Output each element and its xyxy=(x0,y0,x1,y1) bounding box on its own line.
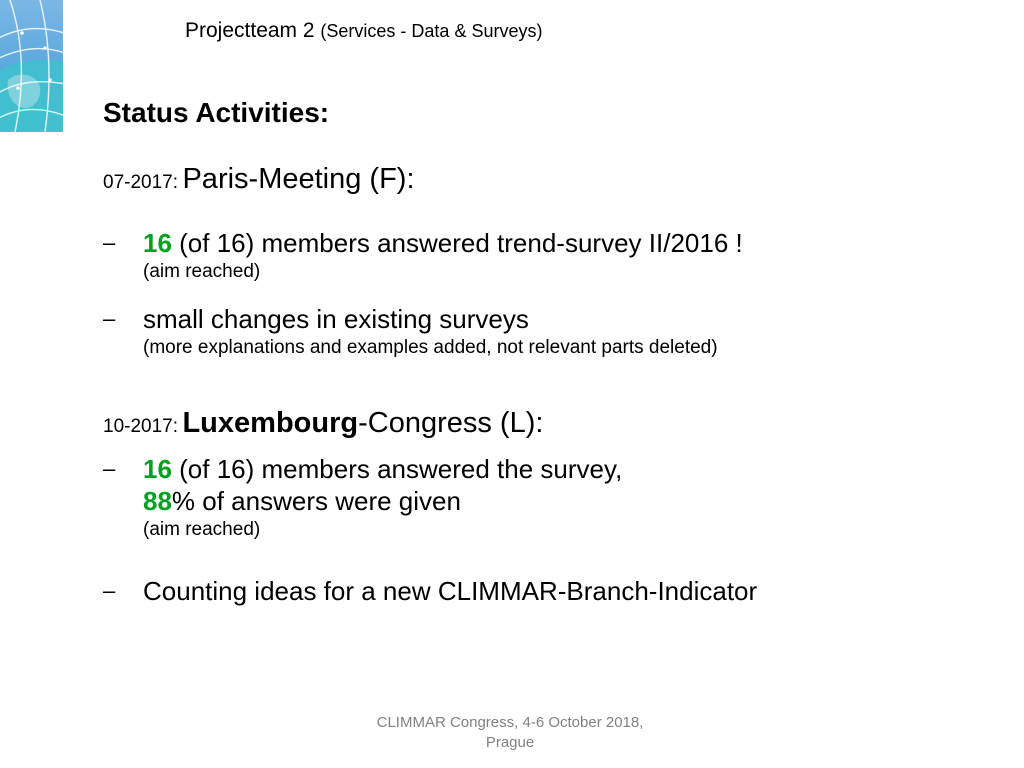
section-date: 10-2017: xyxy=(103,416,179,437)
bullet-text: small changes in existing surveys xyxy=(143,304,529,334)
footer-line-2: Prague xyxy=(485,734,535,751)
bullet-text-rest: (of 16) members answered trend-survey II/2016 ! xyxy=(171,228,743,258)
slide-footer xyxy=(360,713,660,753)
bullet-text-rest: % of answers were given xyxy=(171,486,461,516)
highlight-number: 16 xyxy=(143,228,172,258)
header-title: Projectteam 2 xyxy=(185,19,315,42)
dash-icon: – xyxy=(103,578,116,603)
bullet-text: Counting ideas for a new CLIMMAR-Branch-Indicator xyxy=(143,576,758,606)
footer-line-1: CLIMMAR Congress, 4-6 October 2018, xyxy=(376,714,644,731)
bullet-text xyxy=(143,227,743,259)
highlight-number: 16 xyxy=(143,454,172,484)
dash-icon: – xyxy=(103,456,116,481)
dash-icon: – xyxy=(103,306,116,331)
section-luxembourg xyxy=(103,405,543,446)
highlight-percent: 88 xyxy=(143,486,172,516)
section-date: 07-2017: xyxy=(103,172,179,193)
bullet-note: (aim reached) xyxy=(143,261,261,282)
slide-header xyxy=(185,18,542,44)
section-title-place: Paris xyxy=(182,163,249,195)
header-subtitle: (Services - Data & Surveys) xyxy=(320,21,543,41)
slide-heading: Status Activities: xyxy=(103,97,330,128)
bullet-text-rest: (of 16) members answered the survey, xyxy=(171,454,623,484)
globe-network-logo xyxy=(0,0,63,132)
section-title-rest: -Congress (L): xyxy=(358,407,544,439)
bullet-note: (more explanations and examples added, not relevant parts deleted) xyxy=(143,337,718,358)
section-title-rest: -Meeting (F): xyxy=(248,163,415,195)
bullet-text xyxy=(143,453,622,485)
section-paris xyxy=(103,161,415,202)
dash-icon: – xyxy=(103,230,116,255)
section-title-place: Luxembourg xyxy=(182,407,359,439)
bullet-note: (aim reached) xyxy=(143,519,261,540)
bullet-text-second xyxy=(143,485,622,517)
